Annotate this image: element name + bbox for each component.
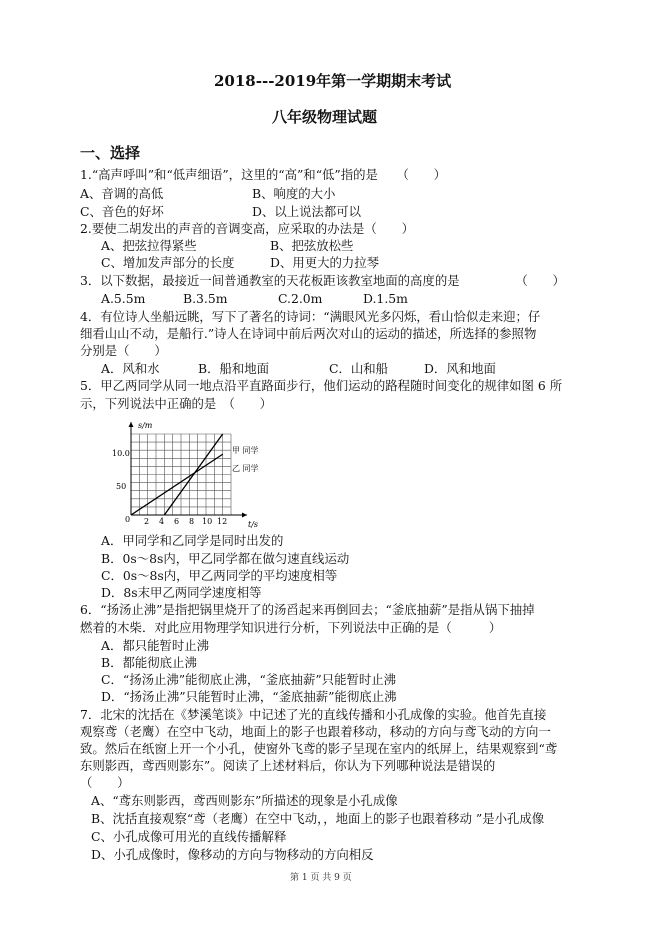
q2-option-a: A、把弦拉得紧些 [101,238,197,253]
x-tick-label: 8 [189,517,195,526]
chart-grid [131,434,231,515]
q4-option-d: D．风和地面 [424,361,496,376]
q1-option-c: C、音色的好坏 [80,204,164,219]
q1-option-d: D、以上说法都可以 [252,204,362,219]
exam-subtitle: 八年级物理试题 [272,108,378,126]
q3-option-d: D.1.5m [363,291,408,306]
q6-option-b: B．都能彻底止沸 [101,655,197,670]
x-tick-label: 6 [174,517,180,526]
q2-stem: 2.要使二胡发出的声音的音调变高，应采取的办法是（ ） [80,221,414,236]
x-tick-label: 10 [202,517,213,526]
q7-line4: 东则影西，鸢西则影东”。阅读了上述材料后，你认为下列哪种说法是错误的 [80,758,496,773]
x-tick-label: 12 [217,517,228,526]
section-heading: 一、选择 [80,144,141,162]
x-tick-label: 2 [144,517,150,526]
q7-line1: 7．北宋的沈括在《梦溪笔谈》中记述了光的直线传播和小孔成像的实验。他首先直接 [80,707,547,722]
q5-option-b: B．0s～8s内，甲乙同学都在做匀速直线运动 [101,551,350,566]
q6-line1: 6．“扬汤止沸”是指把锅里烧开了的汤舀起来再倒回去；“釜底抽薪”是指从锅下抽掉 [80,602,535,617]
q5-option-d: D．8s末甲乙两同学速度相等 [101,585,262,600]
q1-stem: 1.“高声呼叫”和“低声细语”，这里的“高”和“低”指的是 （ ） [80,167,447,182]
x-axis-label: t/s [248,520,259,529]
q7-line3: 致。然后在纸窗上开一个小孔，使窗外飞鸢的影子呈现在室内的纸屏上，结果观察到“鸢 [80,741,558,756]
series-line-yi [131,454,223,515]
st-graph [100,412,280,530]
q6-option-d: D．“扬汤止沸”只能暂时止沸，“釜底抽薪”能彻底止沸 [101,689,397,704]
q6-option-a: A．都只能暂时止沸 [101,638,210,653]
y-tick-label: 10.0 [112,449,130,458]
y-tick-label: 50 [116,482,127,491]
q7-line2: 观察鸢（老鹰）在空中飞动，地面上的影子也跟着移动，移动的方向与鸢飞动的方向一 [80,724,551,739]
q7-option-c: C、小孔成像可用光的直线传播解释 [91,829,287,844]
q6-line2: 燃着的木柴．对此应用物理学知识进行分析，下列说法中正确的是（ ） [80,620,502,635]
q7-option-d: D、小孔成像时，像移动的方向与物移动的方向相反 [91,847,374,862]
q2-option-d: D、用更大的力拉琴 [270,255,380,270]
q4-line2: 细看山山不动，是船行.”诗人在诗词中前后两次对山的运动的描述，所选择的参照物 [80,326,537,341]
x-axis-arrow [242,513,247,518]
q2-option-b: B、把弦放松些 [270,238,354,253]
chart-axes [129,422,248,518]
q4-line3: 分别是（ ） [80,343,167,358]
q5-line1: 5．甲乙两同学从同一地点沿平直路面步行，他们运动的路程随时间变化的规律如图 6 所 [80,378,563,393]
q3-stem: 3．以下数据，最接近一间普通教室的天花板距该教室地面的高度的是 （ ） [80,273,565,288]
x-tick-label: 4 [159,517,165,526]
q3-option-c: C.2.0m [278,291,323,306]
q4-option-c: C．山和船 [329,361,389,376]
q1-option-b: B、响度的大小 [252,186,336,201]
q4-option-b: B．船和地面 [198,361,270,376]
q5-option-a: A．甲同学和乙同学是同时出发的 [101,533,284,548]
y-axis-label: s/m [138,421,153,430]
q7-line5: （ ） [80,775,130,790]
series-label-jia: 甲 同学 [232,446,259,455]
q1-option-a: A、音调的高低 [80,186,164,201]
q3-option-b: B.3.5m [183,291,228,306]
series-label-yi: 乙 同学 [232,464,259,473]
q5-option-c: C．0s～8s内，甲乙两同学的平均速度相等 [101,568,338,583]
q6-option-c: C．“扬汤止沸”能彻底止沸，“釜底抽薪”只能暂时止沸 [101,672,397,687]
y-tick-label: 0 [125,515,131,524]
q3-option-a: A.5.5m [101,291,146,306]
exam-title: 2018---2019年第一学期期末考试 [214,72,452,90]
q7-option-a: A、“鸢东则影西，鸢西则影东”所描述的现象是小孔成像 [91,793,398,808]
q7-option-b: B、沈括直接观察“鸢（老鹰）在空中飞动，，地面上的影子也跟着移动 ”是小孔成像 [91,811,545,826]
y-axis-arrow [129,422,134,427]
q5-line2: 示，下列说法中正确的是 （ ） [80,396,273,411]
page-number: 第 1 页 共 9 页 [290,873,352,883]
q4-option-a: A．风和水 [101,361,160,376]
q2-option-c: C、增加发声部分的长度 [101,255,235,270]
q4-line1: 4．有位诗人坐船远眺，写下了著名的诗词：“满眼风光多闪烁，看山恰似走来迎；仔 [80,309,541,324]
